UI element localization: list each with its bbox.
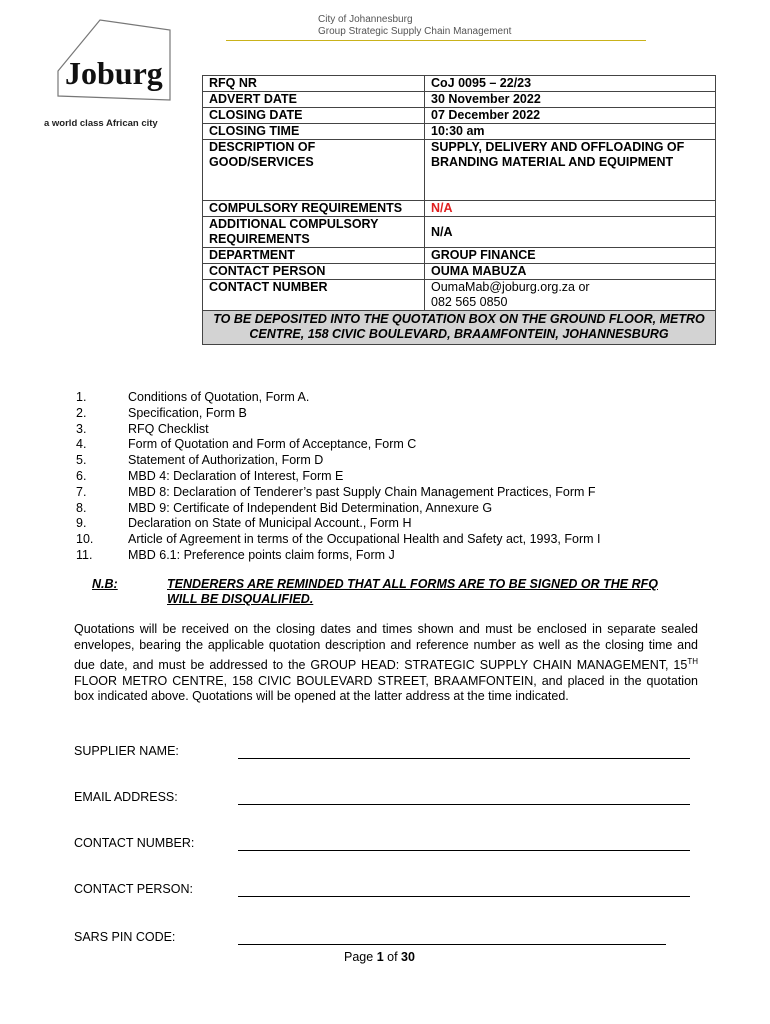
contact-phone: 082 565 0850 [431, 295, 508, 309]
list-item-text: Conditions of Quotation, Form A. [128, 390, 310, 404]
list-item-number: 7. [76, 484, 87, 499]
footer-of-word: of [387, 950, 398, 964]
additional-req-label: ADDITIONAL COMPULSORY REQUIREMENTS [203, 217, 425, 248]
list-item [76, 406, 600, 422]
contact-person-line[interactable] [238, 896, 690, 897]
table-row [203, 311, 716, 345]
table-row [203, 201, 716, 217]
list-item [76, 501, 600, 517]
footer-page-number: 1 [376, 950, 384, 964]
table-row [203, 92, 716, 108]
list-item [76, 422, 600, 438]
list-item-number: 6. [76, 468, 87, 483]
list-item-number: 2. [76, 405, 87, 420]
closing-time-label: CLOSING TIME [203, 124, 425, 140]
sars-pin-label: SARS PIN CODE: [74, 930, 176, 944]
table-row [203, 76, 716, 92]
rfq-nr-value: CoJ 0095 – 22/23 [425, 76, 716, 92]
list-item-number: 10. [76, 532, 94, 547]
advert-date-value: 30 November 2022 [425, 92, 716, 108]
list-item [76, 453, 600, 469]
list-item [76, 485, 600, 501]
list-item [76, 390, 600, 406]
table-row [203, 264, 716, 280]
table-row [203, 217, 716, 248]
contact-person-field [74, 882, 238, 896]
list-item-number: 9. [76, 516, 87, 531]
list-item-text: MBD 4: Declaration of Interest, Form E [128, 468, 344, 483]
list-item [76, 548, 600, 564]
page-footer [344, 950, 415, 964]
contact-number-field [74, 836, 238, 850]
contact-person-label: CONTACT PERSON [203, 264, 425, 280]
submission-paragraph [74, 622, 698, 705]
list-item [76, 516, 600, 532]
deposit-note: TO BE DEPOSITED INTO THE QUOTATION BOX ON THE GROUND FLOOR, METRO CENTRE, 158 CIVIC BOULEVARD, BRAAMFONTEIN, JOHANNESBURG [203, 311, 716, 345]
table-row [203, 124, 716, 140]
table-row [203, 108, 716, 124]
sars-pin-field [74, 930, 238, 944]
nb-warning: TENDERERS ARE REMINDED THAT ALL FORMS ARE TO BE SIGNED OR THE RFQ WILL BE DISQUALIFIED. [167, 577, 658, 606]
rfq-nr-label: RFQ NR [203, 76, 425, 92]
list-item-text: Statement of Authorization, Form D [128, 453, 324, 468]
closing-date-label: CLOSING DATE [203, 108, 425, 124]
email-address-line[interactable] [238, 804, 690, 805]
table-row [203, 248, 716, 264]
header-org-line1: City of Johannesburg [318, 14, 413, 25]
list-item-text: MBD 9: Certificate of Independent Bid Determination, Annexure G [128, 500, 493, 515]
logo-wordmark: Joburg [65, 55, 163, 91]
paragraph-superscript: TH [687, 656, 698, 666]
logo-emblem [50, 16, 180, 116]
closing-time-value: 10:30 am [425, 124, 716, 140]
logo-tagline: a world class African city [44, 118, 158, 129]
description-label: DESCRIPTION OF GOOD/SERVICES [203, 140, 425, 201]
list-item-number: 5. [76, 453, 87, 468]
list-item-text: Article of Agreement in terms of the Occupational Health and Safety act, 1993, Form I [128, 532, 601, 547]
contact-person-field-label: CONTACT PERSON: [74, 882, 193, 896]
contact-email: OumaMab@joburg.org.za or [431, 280, 590, 294]
contact-person-value: OUMA MABUZA [425, 264, 716, 280]
department-value: GROUP FINANCE [425, 248, 716, 264]
list-item-text: Declaration on State of Municipal Account., Form H [128, 516, 412, 531]
list-item [76, 532, 600, 548]
supplier-name-line[interactable] [238, 758, 690, 759]
department-label: DEPARTMENT [203, 248, 425, 264]
list-item-number: 3. [76, 421, 87, 436]
list-item [76, 469, 600, 485]
footer-page-word: Page [344, 950, 374, 964]
compulsory-req-label: COMPULSORY REQUIREMENTS [203, 201, 425, 217]
advert-date-label: ADVERT DATE [203, 92, 425, 108]
forms-list [76, 390, 600, 564]
header-org [318, 14, 511, 38]
list-item-text: RFQ Checklist [128, 421, 209, 436]
list-item-number: 1. [76, 390, 87, 404]
list-item-number: 11. [76, 547, 93, 562]
compulsory-req-value: N/A [425, 201, 716, 217]
supplier-name-field [74, 744, 238, 758]
list-item [76, 437, 600, 453]
contact-number-label: CONTACT NUMBER [203, 280, 425, 311]
list-item-text: Form of Quotation and Form of Acceptance, Form C [128, 437, 417, 452]
contact-number-line[interactable] [238, 850, 690, 851]
email-address-label: EMAIL ADDRESS: [74, 790, 178, 804]
list-item-text: MBD 6.1: Preference points claim forms, Form J [128, 547, 395, 562]
list-item-number: 8. [76, 500, 87, 515]
paragraph-part2: FLOOR METRO CENTRE, 158 CIVIC BOULEVARD STREET, BRAAMFONTEIN, and placed in the quotation box indicated above. Quotations will be opened at the latter address at the time indicated. [74, 673, 698, 704]
contact-number-field-label: CONTACT NUMBER: [74, 836, 195, 850]
header-rule [226, 40, 646, 41]
nb-label: N.B: [92, 577, 118, 591]
paragraph-part1: Quotations will be received on the closing dates and times shown and must be enclosed in separate sealed envelopes, bearing the applicable quotation description and reference number as well as the closing time and due date, and must be addressed to the GROUP HEAD: STRATEGIC SUPPLY CHAIN MANAGEMENT, 15 [74, 622, 698, 672]
additional-req-value: N/A [425, 217, 716, 248]
email-address-field [74, 790, 238, 804]
footer-page-total: 30 [401, 950, 415, 964]
rfq-info-table [202, 75, 716, 345]
list-item-text: Specification, Form B [128, 405, 247, 420]
closing-date-value: 07 December 2022 [425, 108, 716, 124]
list-item-text: MBD 8: Declaration of Tenderer’s past Supply Chain Management Practices, Form F [128, 484, 596, 499]
contact-number-value [425, 280, 716, 311]
supplier-name-label: SUPPLIER NAME: [74, 744, 179, 758]
list-item-number: 4. [76, 437, 87, 452]
table-row [203, 280, 716, 311]
header-org-line2: Group Strategic Supply Chain Management [318, 26, 512, 37]
description-value: SUPPLY, DELIVERY AND OFFLOADING OF BRANDING MATERIAL AND EQUIPMENT [425, 140, 716, 201]
table-row [203, 140, 716, 201]
sars-pin-line[interactable] [238, 944, 666, 945]
